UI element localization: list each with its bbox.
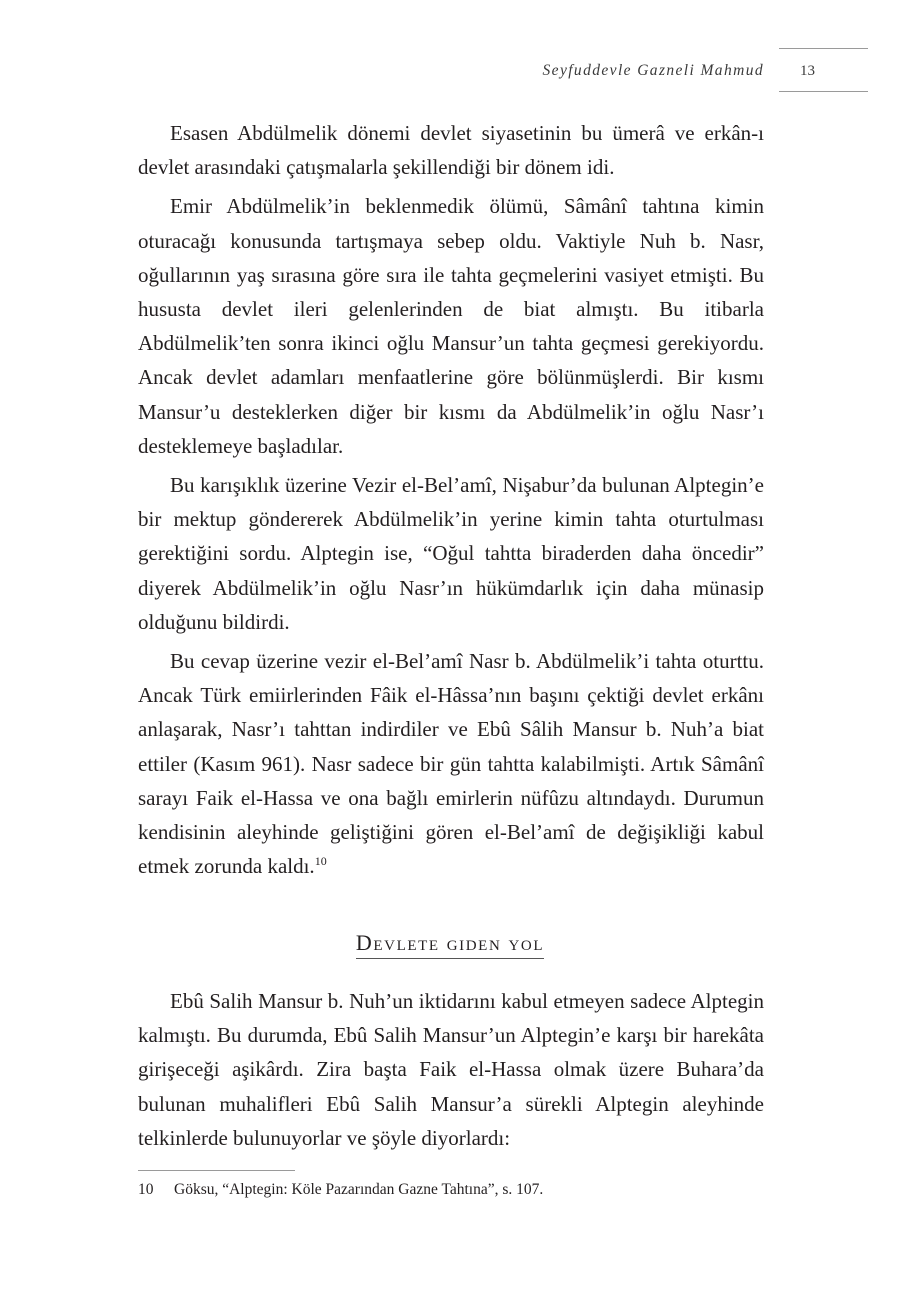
header-rule-bottom (779, 91, 868, 92)
section-heading (0, 930, 900, 959)
paragraph: Bu karışıklık üzerine Vezir el-Bel’amî, Nişabur’da bulunan Alptegin’e bir mektup göndererek Abdülmelik’in yerine kimin tahta oturtulması gerektiğini sordu. Alptegin ise, “Oğul tahtta biraderden daha öncedir” diyerek Abdülmelik’in oğlu Nasr’ın hükümdarlık için daha münasip olduğunu bildirdi. (138, 473, 764, 634)
paragraph-with-footnote (138, 644, 764, 883)
paragraph: Esasen Abdülmelik dönemi devlet siyasetinin bu ümerâ ve erkân-ı devlet arasındaki çatışmalarla şekillendiği bir dönem idi. (138, 121, 764, 180)
running-title: Seyfuddevle Gazneli Mahmud (542, 62, 764, 79)
footnote-separator (138, 1170, 295, 1171)
footnote-number: 10 (138, 1181, 154, 1198)
section-heading-text: Devlete giden yol (356, 930, 544, 959)
section-text-block (138, 984, 764, 1160)
footnote (138, 1181, 543, 1199)
footnote-text: Göksu, “Alptegin: Köle Pazarından Gazne Tahtına”, s. 107. (174, 1181, 544, 1198)
paragraph: Ebû Salih Mansur b. Nuh’un iktidarını kabul etmeyen sadece Alptegin kalmıştı. Bu durumda, Ebû Salih Mansur’un Alptegin’e karşı bir harekâta girişeceği aşikârdı. Zira başta Faik el-Hassa olmak üzere Buhara’da bulunan muhalifleri Ebû Salih Mansur’a sürekli Alptegin aleyhinde telkinlerde bulunuyorlar ve şöyle diyorlardı: (138, 989, 764, 1150)
main-text-block (138, 116, 764, 888)
header-rule-top (779, 48, 868, 49)
footnote-reference: 10 (314, 854, 327, 869)
page-number: 13 (800, 63, 815, 79)
paragraph: Emir Abdülmelik’in beklenmedik ölümü, Sâmânî tahtına kimin oturacağı konusunda tartışmaya sebep oldu. Vaktiyle Nuh b. Nasr, oğullarının yaş sırasına göre sıra ile tahta geçmelerini vasiyet etmişti. Bu hususta devlet ileri gelenlerinden de biat almıştı. Bu itibarla Abdülmelik’ten sonra ikinci oğlu Mansur’un tahta geçmesi gerekiyordu. Ancak devlet adamları menfaatlerine göre bölünmüşlerdi. Bir kısmı Mansur’u desteklerken diğer bir kısmı da Abdülmelik’in oğlu Nasr’ı desteklemeye başladılar. (138, 194, 764, 458)
paragraph-text: Bu cevap üzerine vezir el-Bel’amî Nasr b. Abdülmelik’i tahta oturttu. Ancak Türk emiirlerinden Fâik el-Hâssa’nın başını çektiği devlet erkânı anlaşarak, Nasr’ı tahttan indirdiler ve Ebû Sâlih Mansur b. Nuh’a biat ettiler (Kasım 961). Nasr sadece bir gün tahtta kalabilmişti. Artık Sâmânî sarayı Faik el-Hassa ve ona bağlı emirlerin nüfûzu altındaydı. Durumun kendisinin aleyhinde geliştiğini gören el-Bel’amî de değişikliği kabul etmek zorunda kaldı. (138, 649, 764, 879)
